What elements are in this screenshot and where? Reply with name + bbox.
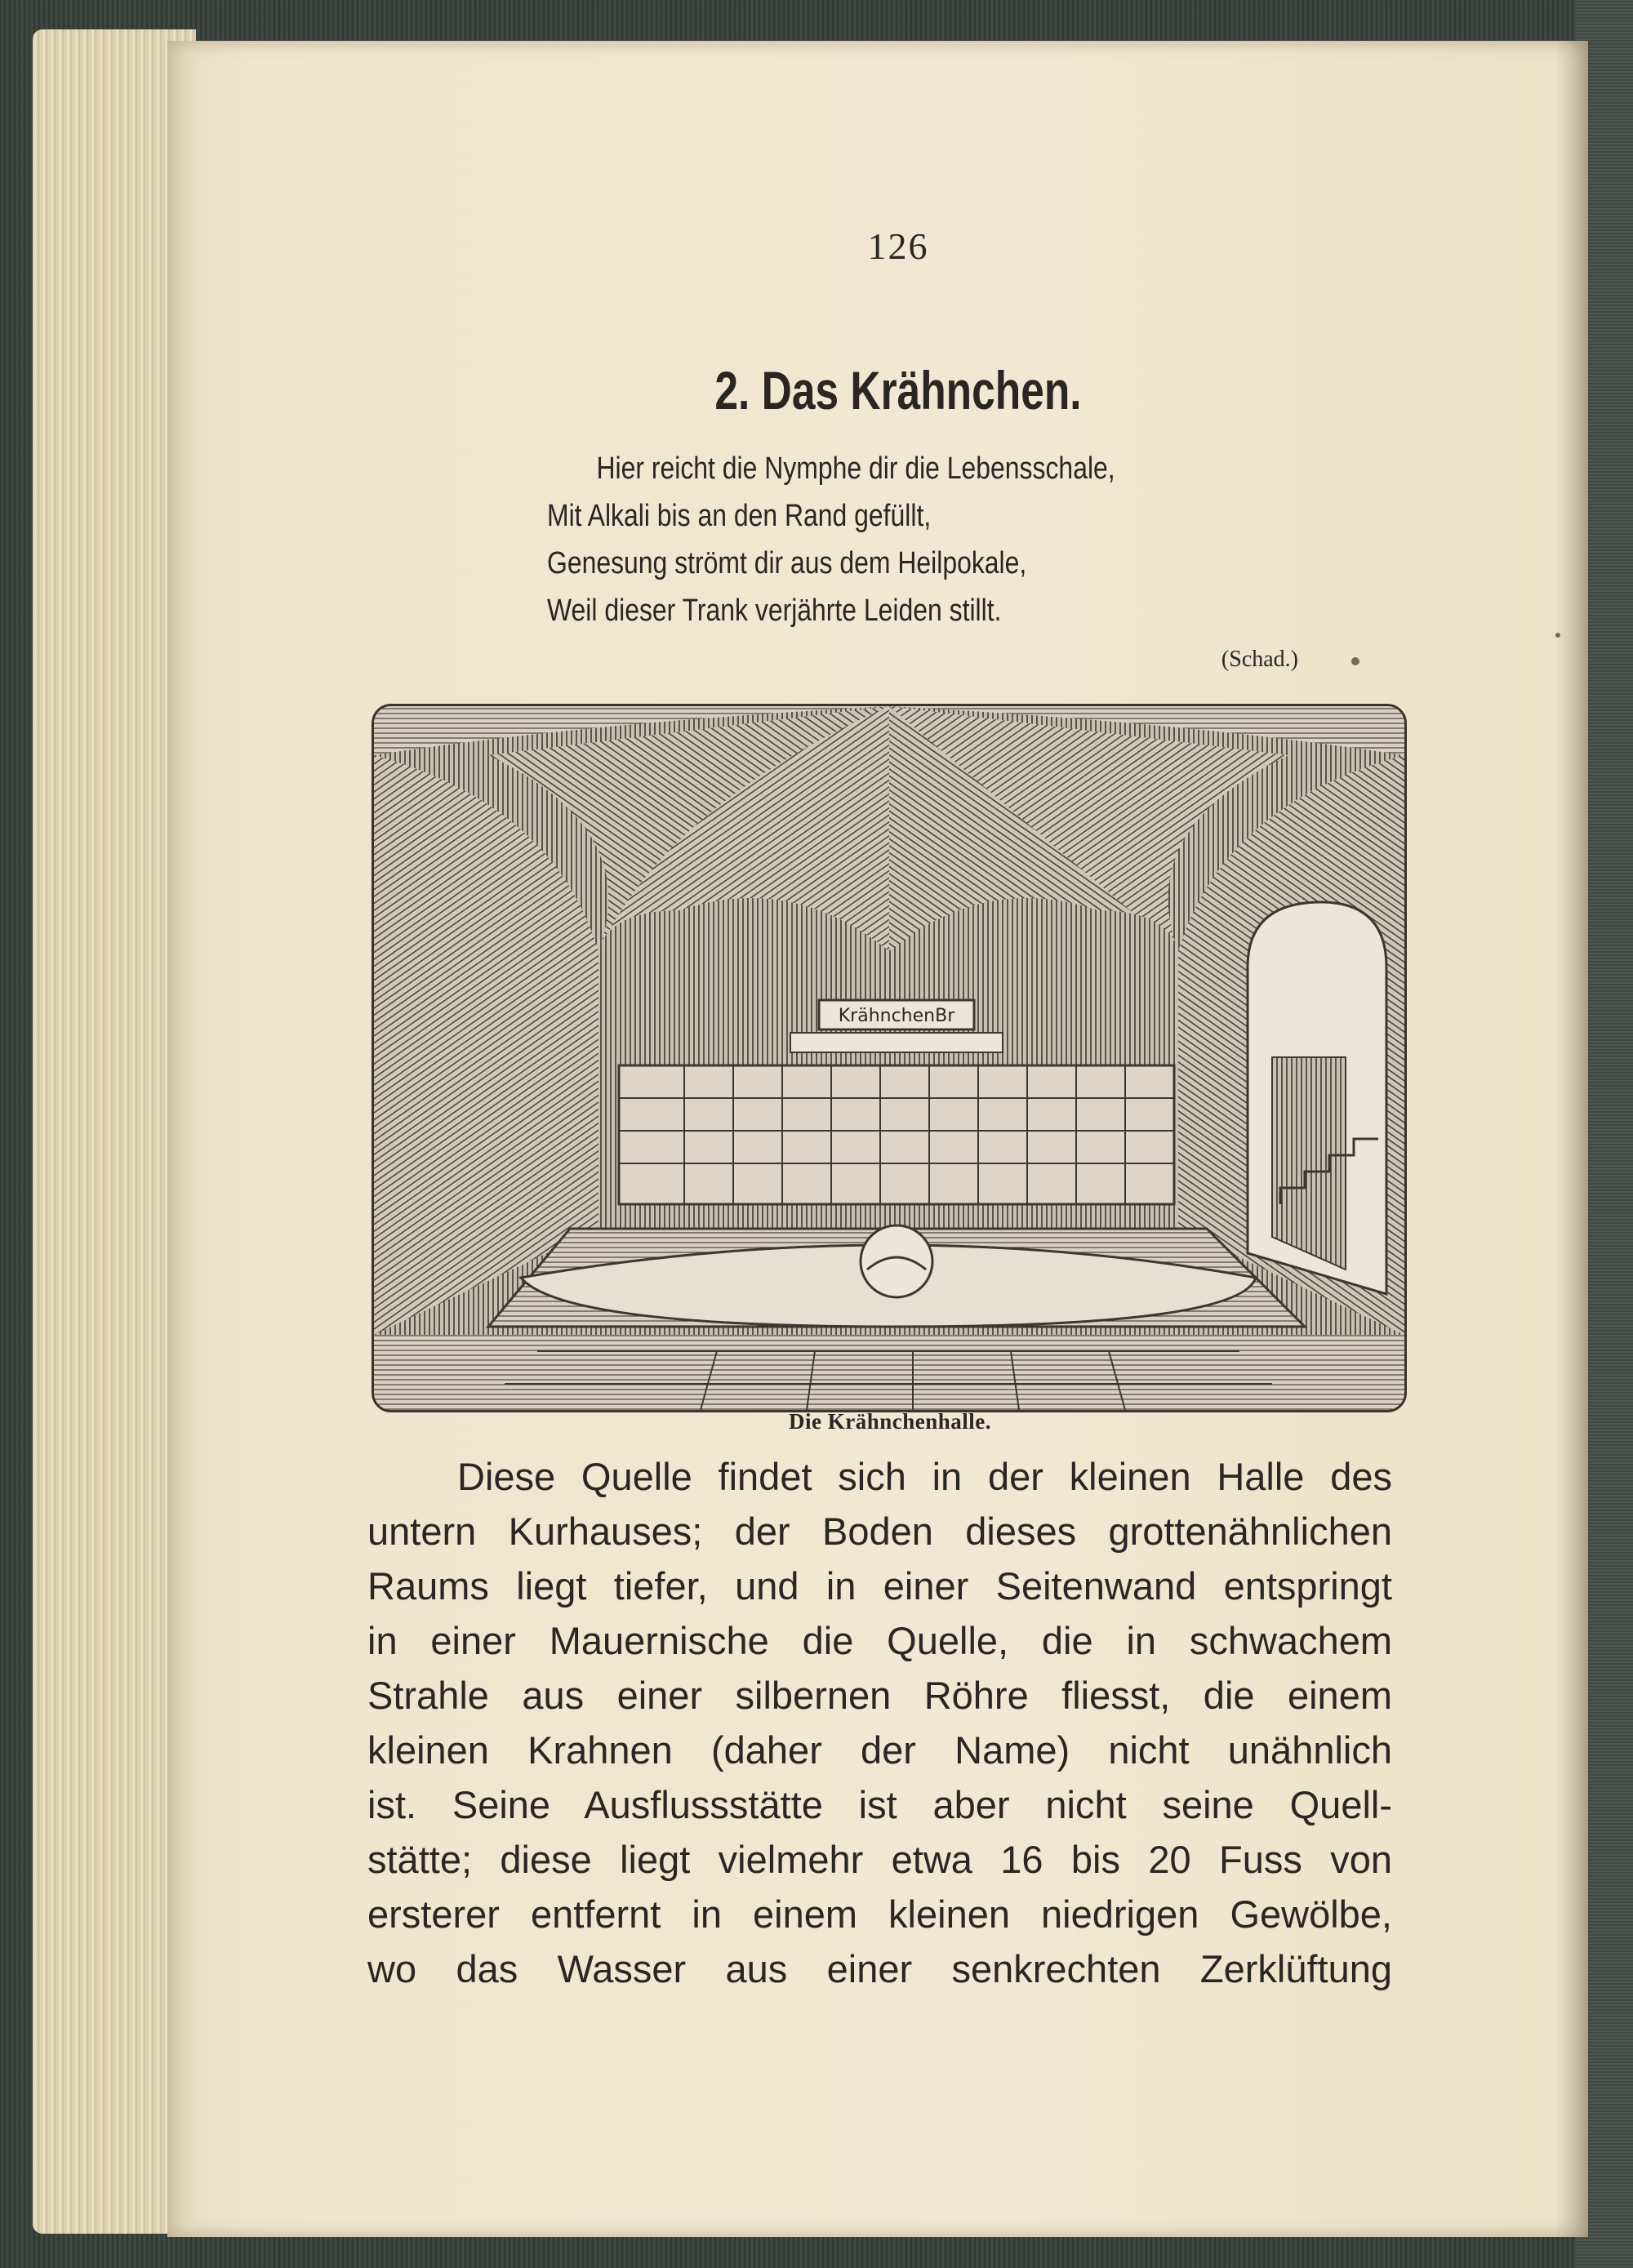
body-line: Diese Quelle findet sich in der kleinen Halle des <box>457 1455 1392 1498</box>
engraving-illustration <box>372 704 1407 1412</box>
poem-line: Genesung strömt dir aus dem Heilpokale, <box>547 546 1027 580</box>
body-line: Strahle aus einer silbernen Röhre fliesst, die einem <box>367 1674 1392 1717</box>
page-number: 126 <box>867 225 929 267</box>
body-paragraph <box>367 1449 1392 1996</box>
body-line: wo das Wasser aus einer senkrechten Zerklüftung <box>367 1947 1392 1990</box>
poem-line: Mit Alkali bis an den Rand gefüllt, <box>547 499 932 533</box>
krahnchenhalle-engraving <box>374 706 1404 1410</box>
ink-speck <box>1351 657 1359 665</box>
ink-speck <box>1555 633 1560 638</box>
section-heading: 2. Das Krähnchen. <box>714 360 1082 420</box>
poem-line: Hier reicht die Nymphe dir die Lebensschale, <box>596 451 1115 486</box>
fountain-sign-text: KrähnchenBr <box>838 1006 955 1026</box>
poem-line: Weil dieser Trank verjährte Leiden stillt. <box>547 594 1002 628</box>
body-line: Raums liegt tiefer, und in einer Seitenwand entspringt <box>367 1564 1392 1608</box>
figure-caption: Die Krähnchenhalle. <box>788 1409 991 1434</box>
body-line: in einer Mauernische die Quelle, die in schwachem <box>367 1619 1392 1662</box>
body-line: kleinen Krahnen (daher der Name) nicht unähnlich <box>367 1728 1392 1772</box>
body-line: ersterer entfernt in einem kleinen niedrigen Gewölbe, <box>367 1892 1392 1936</box>
poem-attribution: (Schad.) <box>1221 647 1298 672</box>
body-line: stätte; diese liegt vielmehr etwa 16 bis 20 Fuss von <box>367 1838 1392 1881</box>
body-line: untern Kurhauses; der Boden dieses grottenähnlichen <box>367 1510 1392 1553</box>
poem <box>547 445 1380 634</box>
body-line: ist. Seine Ausflussstätte ist aber nicht seine Quell- <box>367 1783 1392 1826</box>
page-gutter-shadow <box>1555 41 1588 2237</box>
